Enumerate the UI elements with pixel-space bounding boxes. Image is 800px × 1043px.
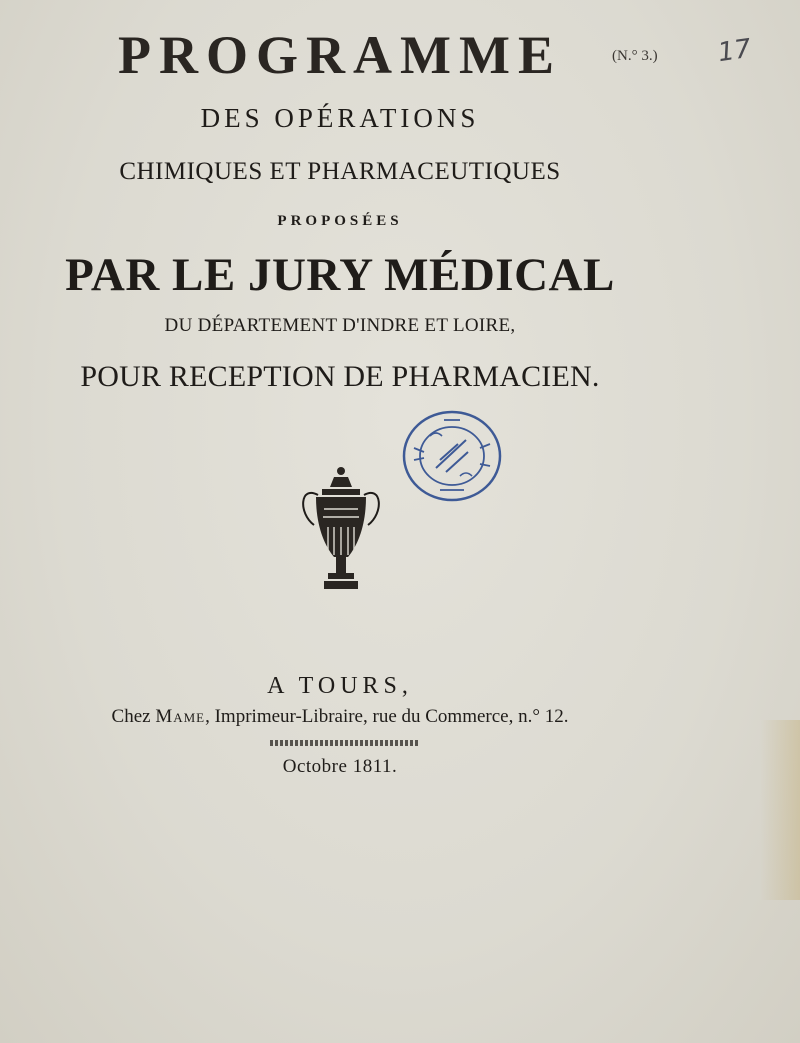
subtitle-reception: POUR RECEPTION DE PHARMACIEN.: [80, 360, 600, 393]
imprint-date: Octobre 1811.: [282, 756, 398, 777]
ornamental-rule: [270, 740, 420, 746]
subtitle-department: DU DÉPARTEMENT D'INDRE ET LOIRE,: [164, 315, 516, 336]
subtitle-proposed: PROPOSÉES: [277, 213, 403, 229]
imprint-place: A TOURS,: [267, 673, 413, 699]
document-number: (N.° 3.): [612, 48, 658, 64]
subtitle-operations: DES OPÉRATIONS: [200, 103, 480, 133]
imprint-printer: Chez Mame, Imprimeur-Libraire, rue du Commerce, n.° 12.: [111, 706, 569, 727]
handwritten-folio-number: 17: [716, 33, 754, 69]
main-title: PROGRAMME: [118, 25, 562, 85]
paper-stain: [760, 720, 800, 900]
library-stamp-icon: [400, 408, 504, 504]
subtitle-chemical-pharmaceutical: CHIMIQUES ET PHARMACEUTIQUES: [119, 158, 561, 185]
vase-ornament-icon: [296, 465, 386, 591]
subtitle-medical-jury: PAR LE JURY MÉDICAL: [65, 249, 615, 301]
